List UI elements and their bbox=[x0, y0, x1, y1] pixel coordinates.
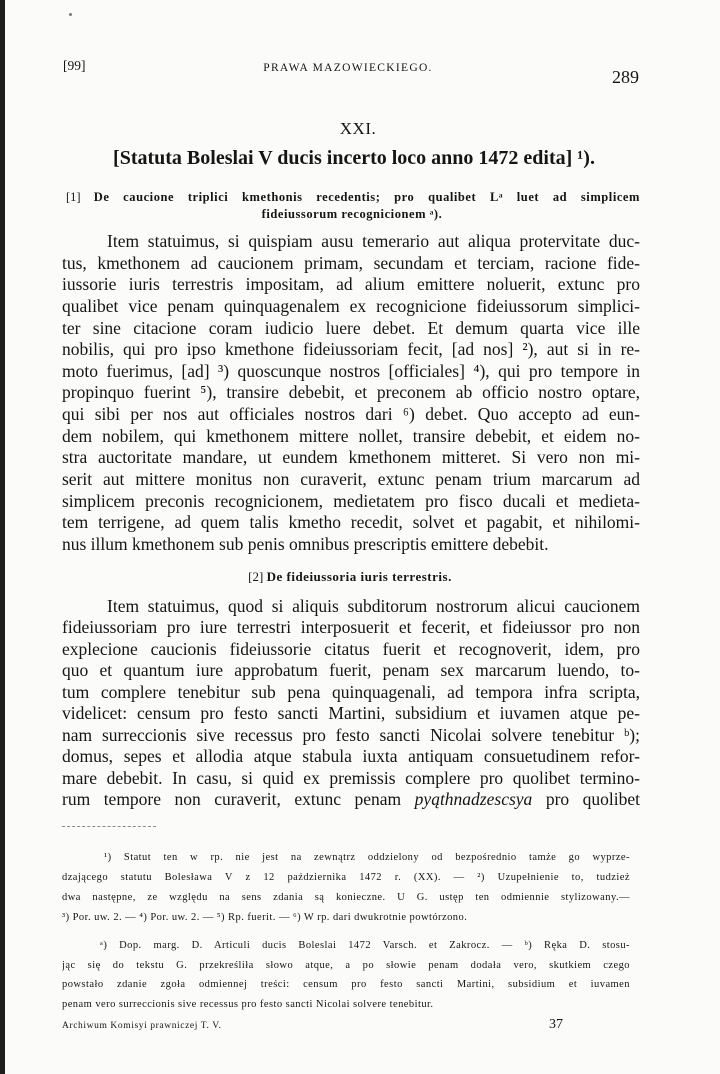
text-segment: pro quolibet bbox=[545, 788, 640, 809]
text-line: propinquo fuerint ⁵), transire debebit, et preconem ab officio nostro optare, bbox=[62, 382, 640, 403]
text-line: videlicet: censum pro festo sancti Martini, subsidium et iuvamen atque pe- bbox=[62, 703, 640, 724]
footnote-line: ³) Por. uw. 2. — ⁴) Por. uw. 2. — ⁵) Rp. fuerit. — ⁶) W rp. dari dwukrotnie powtórzono. bbox=[62, 912, 468, 923]
section-2-paragraph bbox=[62, 596, 640, 810]
footnote-line: penam vero surreccionis sive recessus pro festo sancti Nicolai solvere tenebitur. bbox=[62, 999, 434, 1011]
imprint-line: Archiwum Komisyi prawniczej T. V. bbox=[62, 1021, 222, 1031]
numbered-footnotes bbox=[62, 848, 630, 928]
text-line: iussorie iuris terrestris impositam, ad alium emittere noluerit, extunc pro bbox=[62, 274, 640, 295]
text-line: dem nobilem, qui kmethonem mittere nollet, transire debebit, et eidem no- bbox=[62, 425, 640, 446]
text-line: moto fuerimus, [ad] ³) quoscunque nostros [officiales] ⁴), qui pro tempore in bbox=[62, 360, 640, 381]
text-line: nus illum kmethonem sub penis omnibus prescriptis emittere debebit. bbox=[62, 533, 549, 554]
text-line: ter sine citacione coram iudicio luere debet. Et demum quarta vice ille bbox=[62, 317, 640, 338]
text-line: tus, kmethonem ad caucionem primam, secundam et terciam, racione fide- bbox=[62, 252, 640, 273]
text-line: nam surreccionis sive recessus pro festo sancti Nicolai solvere tenebitur ᵇ); bbox=[62, 724, 640, 745]
text-line: serit aut mittere monitus non curaverit, extunc penam trium marcarum ad bbox=[62, 468, 640, 489]
section-2-heading bbox=[0, 569, 700, 585]
text-segment: rum tempore non curaverit, extunc penam bbox=[62, 788, 402, 809]
section-2-title: De fideiussoria iuris terrestris. bbox=[266, 569, 452, 584]
section-2-number: [2] bbox=[248, 569, 264, 584]
scan-speck bbox=[69, 13, 72, 16]
section-1-number: [1] bbox=[66, 190, 81, 204]
page-number: 289 bbox=[612, 67, 639, 87]
footnote-line: jąc się do tekstu G. przekreśliła słowo atque, a po słowie penam dodała vero, skutkiem czego bbox=[62, 959, 630, 971]
chapter-number: XXI. bbox=[339, 119, 377, 138]
running-header-left: [99] bbox=[63, 58, 86, 73]
text-line: qualibet vice penam quinquagenalem ex recognicione fideiussorum simplici- bbox=[62, 295, 640, 316]
text-line: nobilis, qui pro ipso kmethone fideiussoriam fecit, [ad nos] ²), aut si in re- bbox=[62, 339, 640, 360]
footnote-line: dzającego statutu Bolesława V z 12 października 1472 r. (XX). — ²) Uzupełnienie to, tudzież bbox=[62, 872, 630, 883]
text-line: Item statuimus, quod si aliquis subditorum nostrorum alicui caucionem bbox=[107, 596, 640, 616]
footnote-line: ¹) Statut ten w rp. nie jest na zewnątrz oddzielony od bezpośrednio tamże go wyprze- bbox=[104, 852, 630, 863]
text-line: mare debebit. In casu, si quid ex premissis complere pro quolibet termino- bbox=[62, 767, 640, 788]
text-line: Item statuimus, si quispiam ausu temerario aut aliqua protervitate duc- bbox=[107, 231, 640, 251]
section-1-title-line: De caucione triplici kmethonis recedentis; pro qualibet Lᵃ luet ad simplicem bbox=[93, 190, 640, 204]
text-line: explecione caucionis fideiussorie citatus fuerit et recognoverit, idem, pro bbox=[62, 638, 640, 659]
section-1-paragraph bbox=[62, 231, 640, 555]
footnote-divider bbox=[62, 826, 156, 827]
chapter-title: [Statuta Boleslai V ducis incerto loco anno 1472 edita] ¹). bbox=[113, 147, 595, 169]
running-header-title: PRAWA MAZOWIECKIEGO. bbox=[263, 62, 433, 74]
text-line: simplicem preconis recognicionem, medietatem pro fisco ducali et medieta- bbox=[62, 490, 640, 511]
footnote-line: powstało zdanie zgoła odmiennej treści: censum pro festo sancti Martini, subsidium et iuvamen bbox=[62, 979, 630, 991]
footnote-line: ᵃ) Dop. marg. D. Articuli ducis Boleslai 1472 Varsch. et Zakrocz. — ᵇ) Ręka D. stosu- bbox=[100, 940, 630, 951]
text-line: domus, sepes et allodia atque stabula iuxta antiquam consuetudinem refor- bbox=[62, 746, 640, 767]
text-line: qui sibi per nos aut officiales nostros dari ⁶) debet. Quo accepto ad eun- bbox=[62, 404, 640, 424]
text-line: quo et quantum iure approbatum fuerit, penam sex marcarum luendo, to- bbox=[62, 660, 640, 681]
text-line: stra auctoritate mandare, ut eundem kmethonem mitteret. Si vero non mi- bbox=[62, 447, 640, 468]
section-1-heading bbox=[66, 189, 640, 205]
text-line: tem terrigene, ad quem talis kmetho recedit, solvet et pagabit, et nihilomi- bbox=[62, 512, 640, 533]
text-line: fideiussoriam pro iure terrestri interposuerit et fecerit, et fideiussor pro non bbox=[62, 617, 640, 638]
text-line: tum complere tenebitur sub pena quinquagenali, ad tempora infra scripta, bbox=[62, 681, 640, 702]
section-1-title-line: fideiussorum recognicionem ᵃ). bbox=[261, 207, 443, 221]
text-line bbox=[62, 789, 640, 810]
footnote-line: dwa następne, ze względu na sens zdania są konieczne. U G. ustęp ten odmiennie stylizowany.— bbox=[62, 892, 630, 903]
lettered-footnotes bbox=[62, 936, 630, 1015]
italic-polish-term: pyąthnadzescsya bbox=[414, 788, 533, 809]
signature-mark: 37 bbox=[549, 1017, 563, 1032]
